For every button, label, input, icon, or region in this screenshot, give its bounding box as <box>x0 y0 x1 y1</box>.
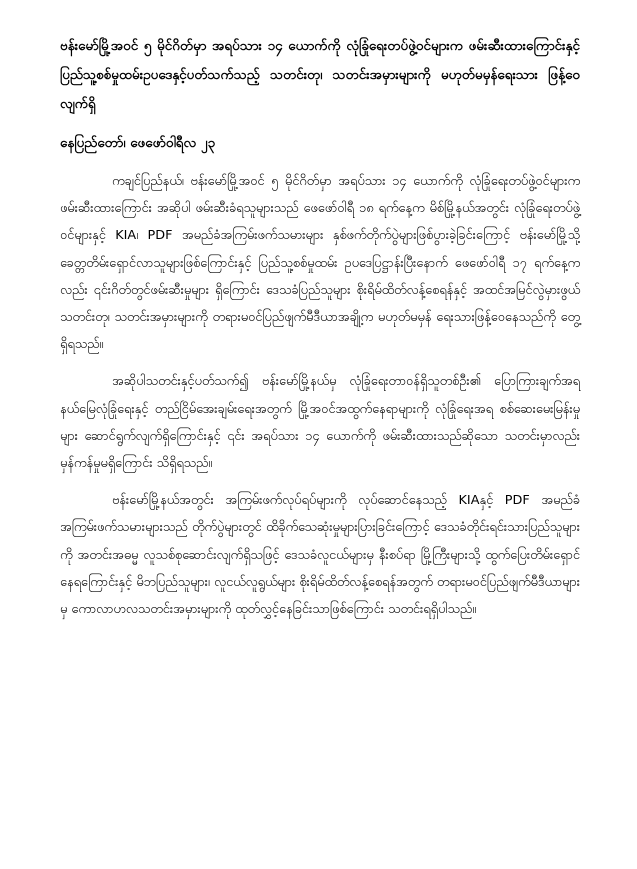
article-dateline: နေပြည်တော်၊ ဖေဖော်ဝါရီလ ၂၃ <box>60 135 216 151</box>
article-paragraph: ကချင်ပြည်နယ်၊ ဗန်းမော်မြို့အဝင် ၅ မိုင်ဂိတ်မှာ အရပ်သား ၁၄ ယောက်ကို လုံခြုံရေးတပ်ဖွဲ့ဝင်များက ဖမ်းဆီးထားကြောင်း အဆိုပါ ဖမ်းဆီးခံရသူများသည် ဖေဖော်ဝါရီ ၁၈ ရက်နေ့က မိစ်မြို့နယ်အတွင်း လုံခြုံရေးတပ်ဖွဲ့ဝင်များနှင့် KIA၊ PDF အမည်ခံအကြမ်းဖက်သမားများ နှစ်ဖက်တိုက်ပွဲများဖြစ်ပွားခဲ့ခြင်းကြောင့် ဗန်းမော်မြို့သို့ ခေတ္တတိမ်းရှောင်လာသူများဖြစ်ကြောင်းနှင့် ပြည်သူ့စစ်မှုထမ်း ဥပဒေပြဋ္ဌာန်းပြီးနောက် ဖေဖော်ဝါရီ ၁၇ ရက်နေ့ကလည်း ၎င်းဂိတ်တွင်ဖမ်းဆီးမှုများ ရှိကြောင်း ဒေသခံပြည်သူများ စိုးရိမ်ထိတ်လန့်စေရန်နှင့် အထင်အမြင်လွဲမှားဖွယ် သတင်းတု၊ သတင်းအမှားများကို တရားမဝင်ပြည်ဖျက်မီဒီယာအချို့က မဟုတ်မမှန် ရေးသားဖြန့်ဝေနေသည်ကို တွေ့ရှိရသည်။ <box>60 174 580 353</box>
article-headline: ဗန်းမော်မြို့အဝင် ၅ မိုင်ဂိတ်မှာ အရပ်သား ၁၄ ယောက်ကို လုံခြုံရေးတပ်ဖွဲ့ဝင်များက ဖမ်းဆီးထားကြောင်းနှင့် ပြည်သူ့စစ်မှုထမ်းဥပဒေနှင့်ပတ်သက်သည့် သတင်းတု၊ သတင်းအမှားများကို မဟုတ်မမှန်ရေးသား ဖြန့်ဝေလျက်ရှိ <box>60 38 580 112</box>
news-article <box>60 32 580 623</box>
article-paragraph: အဆိုပါသတင်းနှင့်ပတ်သက်၍ ဗန်းမော်မြို့နယ်မှ လုံခြုံရေးတာဝန်ရှိသူတစ်ဦး၏ ပြောကြားချက်အရ နယ်မြေလုံခြုံရေးနှင့် တည်ငြိမ်အေးချမ်းရေးအတွက် မြို့အဝင်အထွက်နေရာများကို လုံခြုံရေးအရ စစ်ဆေးမေးမြန်းမှုများ ဆောင်ရွက်လျက်ရှိကြောင်းနှင့် ၎င်း အရပ်သား ၁၄ ယောက်ကို ဖမ်းဆီးထားသည်ဆိုသော သတင်းမှာလည်း မှန်ကန်မှုမရှိကြောင်း သိရှိရသည်။ <box>60 374 580 472</box>
article-paragraph: ဗန်းမော်မြို့နယ်အတွင်း အကြမ်းဖက်လုပ်ရပ်များကို လုပ်ဆောင်နေသည့် KIAနှင့် PDF အမည်ခံအကြမ်းဖက်သမားများသည် တိုက်ပွဲများတွင် ထိခိုက်သေဆုံးမှုများပြားခြင်းကြောင့် ဒေသခံတိုင်းရင်းသားပြည်သူများကို အတင်းအဓမ္မ လူသစ်စုဆောင်းလျက်ရှိသဖြင့် ဒေသခံလူငယ်များမှ နီးစပ်ရာ မြို့ကြီးများသို့ ထွက်ပြေးတိမ်းရှောင်နေရကြောင်းနှင့် မိဘပြည်သူများ၊ လူငယ်လူရွယ်များ စိုးရိမ်ထိတ်လန့်စေရန်အတွက် တရားမဝင်ပြည်ဖျက်မီဒီယာများမှ ကောလာဟလသတင်းအမှားများကို ထုတ်လွှင့်နေခြင်းသာဖြစ်ကြောင်း သတင်းရရှိပါသည်။ <box>60 493 580 618</box>
